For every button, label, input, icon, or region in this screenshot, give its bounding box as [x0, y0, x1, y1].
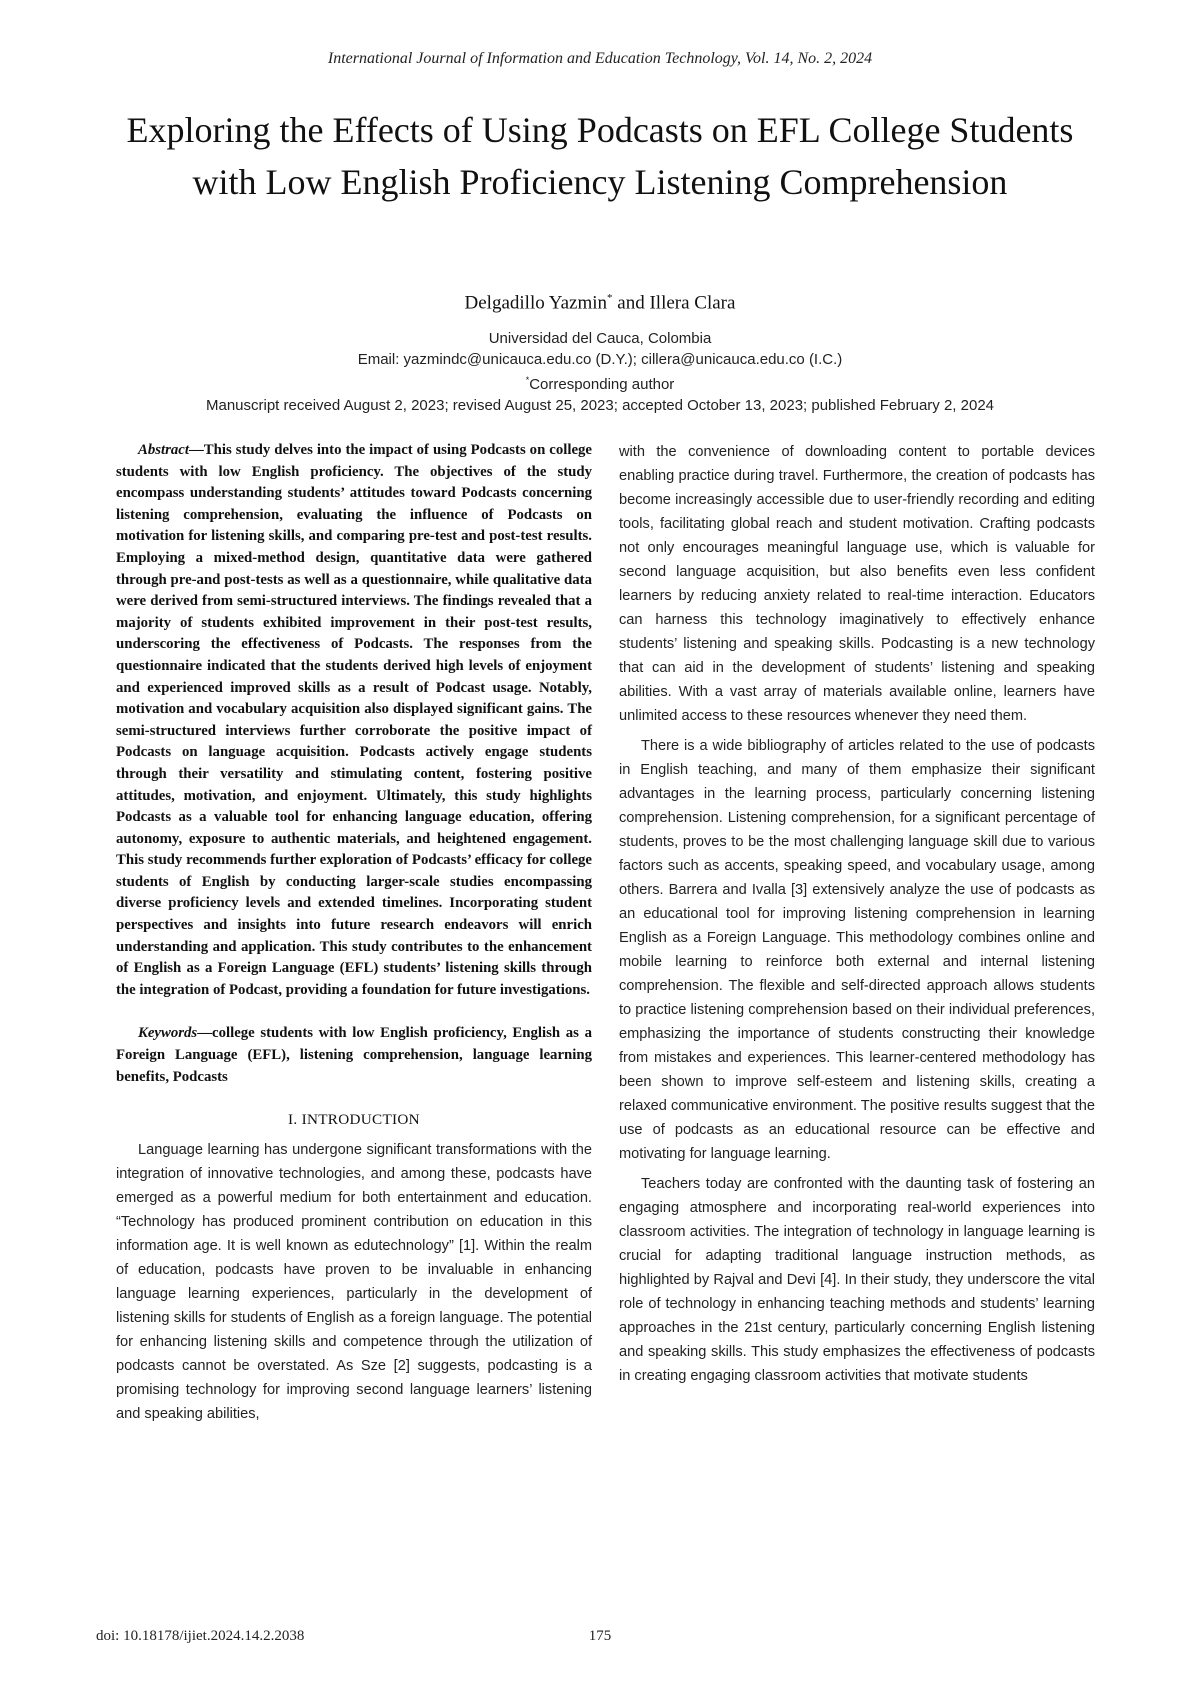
- body-paragraph: There is a wide bibliography of articles related to the use of podcasts in English teaching, and many of them emphasize their significant advantages in the learning process, particularly concerning listening comprehension. Listening comprehension, for a significant percentage of students, proves to be the most challenging language skill due to various factors such as accents, speaking speed, and vocabulary usage, among others. Barrera and Ivalla [3] extensively analyze the use of podcasts as an educational tool for improving listening comprehension in learning English as a Foreign Language. This methodology combines online and mobile learning to reinforce both external and internal listening comprehension. The flexible and self-directed approach allows students to practice listening comprehension based on their individual preferences, emphasizing the importance of students constructing their knowledge from mistakes and experiences. This learner-centered methodology has been shown to improve self-esteem and listening skills, creating a relaxed communicative environment. The positive results suggest that the use of podcasts as an educational resource can be effective and motivating for language learning.: [619, 738, 1095, 1162]
- left-column: [116, 440, 592, 1426]
- author-name: Illera Clara: [649, 292, 736, 314]
- abstract: [116, 440, 592, 1001]
- right-column: [619, 440, 1095, 1388]
- body-paragraph: Teachers today are confronted with the daunting task of fostering an engaging atmosphere and incorporating real-world experiences into classroom activities. The integration of technology in language learning is crucial for adapting traditional language instruction methods, as highlighted by Rajval and Devi [4]. In their study, they underscore the vital role of technology in enhancing teaching methods and students’ learning approaches in the 21st century, particularly concerning English listening and speaking skills. This study emphasizes the effectiveness of podcasts in creating engaging classroom activities that motivate students: [619, 1176, 1095, 1384]
- abstract-text: This study delves into the impact of using Podcasts on college students with low English proficiency. The objectives of the study encompass understanding students’ attitudes toward Podcasts concerning listening comprehension, evaluating the influence of Podcasts on motivation for listening skills, and comparing pre-test and post-test results. Employing a mixed-method design, quantitative data were gathered through pre-and post-tests as well as a questionnaire, while qualitative data were derived from semi-structured interviews. The findings revealed that a majority of students exhibited improvement in their post-test results, underscoring the effectiveness of Podcasts. The responses from the questionnaire indicated that the students derived high levels of enjoyment and experienced improved skills as a result of Podcast usage. Notably, motivation and vocabulary acquisition also displayed significant gains. The semi-structured interviews further corroborate the positive impact of Podcasts on language acquisition. Podcasts actively engage students through their versatility and stimulating content, fostering positive attitudes, motivation, and enjoyment. Ultimately, this study highlights Podcasts as a valuable tool for enhancing language education, offering autonomy, exposure to authentic materials, and heightened engagement. This study recommends further exploration of Podcasts’ efficacy for college students of English by conducting larger-scale studies encompassing diverse proficiency levels and extended timelines. Incorporating student perspectives and insights into future research endeavors will enrich understanding and application. This study contributes to the enhancement of English as a Foreign Language (EFL) students’ listening skills through the integration of Podcast, providing a foundation for future investigations.: [116, 442, 592, 998]
- doi-footer: doi: 10.18178/ijiet.2024.14.2.2038: [96, 1628, 305, 1644]
- author-joiner: and: [612, 292, 650, 314]
- keywords: [116, 1023, 592, 1088]
- corresponding-note: *Corresponding author: [525, 375, 675, 393]
- keywords-dash: —: [197, 1025, 212, 1042]
- affiliation: Universidad del Cauca, Colombia: [488, 330, 712, 347]
- keywords-text: college students with low English proficiency, English as a Foreign Language (EFL), listening comprehension, language learning benefits, Podcasts: [116, 1025, 592, 1085]
- manuscript-dates: Manuscript received August 2, 2023; revised August 25, 2023; accepted October 13, 2023; published February 2, 2024: [205, 397, 994, 414]
- page-number: 175: [588, 1628, 612, 1644]
- corresponding-note-mark: *: [525, 375, 530, 385]
- body-paragraph: with the convenience of downloading content to portable devices enabling practice during travel. Furthermore, the creation of podcasts has become increasingly accessible due to user-friendly recording and editing tools, facilitating global reach and student motivation. Crafting podcasts not only encourages meaningful language use, which is valuable for second language acquisition, but also benefits even less confident learners by reducing anxiety related to real-time interaction. Educators can harness this technology imaginatively to effectively enhance students’ listening and speaking skills. Podcasting is a new technology that can aid in the development of students’ listening and speaking abilities. With a vast array of materials available online, learners have unlimited access to these resources whenever they need them.: [619, 444, 1095, 724]
- journal-header: International Journal of Information and Education Technology, Vol. 14, No. 2, 2024: [327, 50, 873, 67]
- keywords-lead: Keywords: [138, 1025, 198, 1042]
- author-name: Delgadillo Yazmin: [464, 292, 608, 314]
- abstract-dash: —: [188, 442, 204, 458]
- author-line: [0, 292, 1200, 314]
- corresponding-mark: *: [607, 292, 613, 304]
- email-line: Email: yazmindc@unicauca.edu.co (D.Y.); cillera@unicauca.edu.co (I.C.): [357, 351, 843, 368]
- abstract-lead: Abstract: [138, 442, 189, 458]
- intro-paragraph: Language learning has undergone significant transformations with the integration of innovative technologies, and among these, podcasts have emerged as a powerful medium for both entertainment and education. “Technology has produced prominent contribution on education in this information age. It is well known as edutechnology” [1]. Within the realm of education, podcasts have proven to be invaluable in enhancing language learning experiences, particularly in the development of listening skills for students of English as a foreign language. The potential for enhancing listening skills and competence through the utilization of podcasts cannot be overstated. As Sze [2] suggests, podcasting is a promising technology for improving second language learners’ listening and speaking abilities,: [116, 1141, 592, 1422]
- paper-title: Exploring the Effects of Using Podcasts on EFL College Students with Low English Proficiency Listening Comprehension: [126, 110, 1074, 202]
- affiliation-block: [0, 328, 1200, 416]
- section-heading-introduction: I. INTRODUCTION: [288, 1111, 420, 1129]
